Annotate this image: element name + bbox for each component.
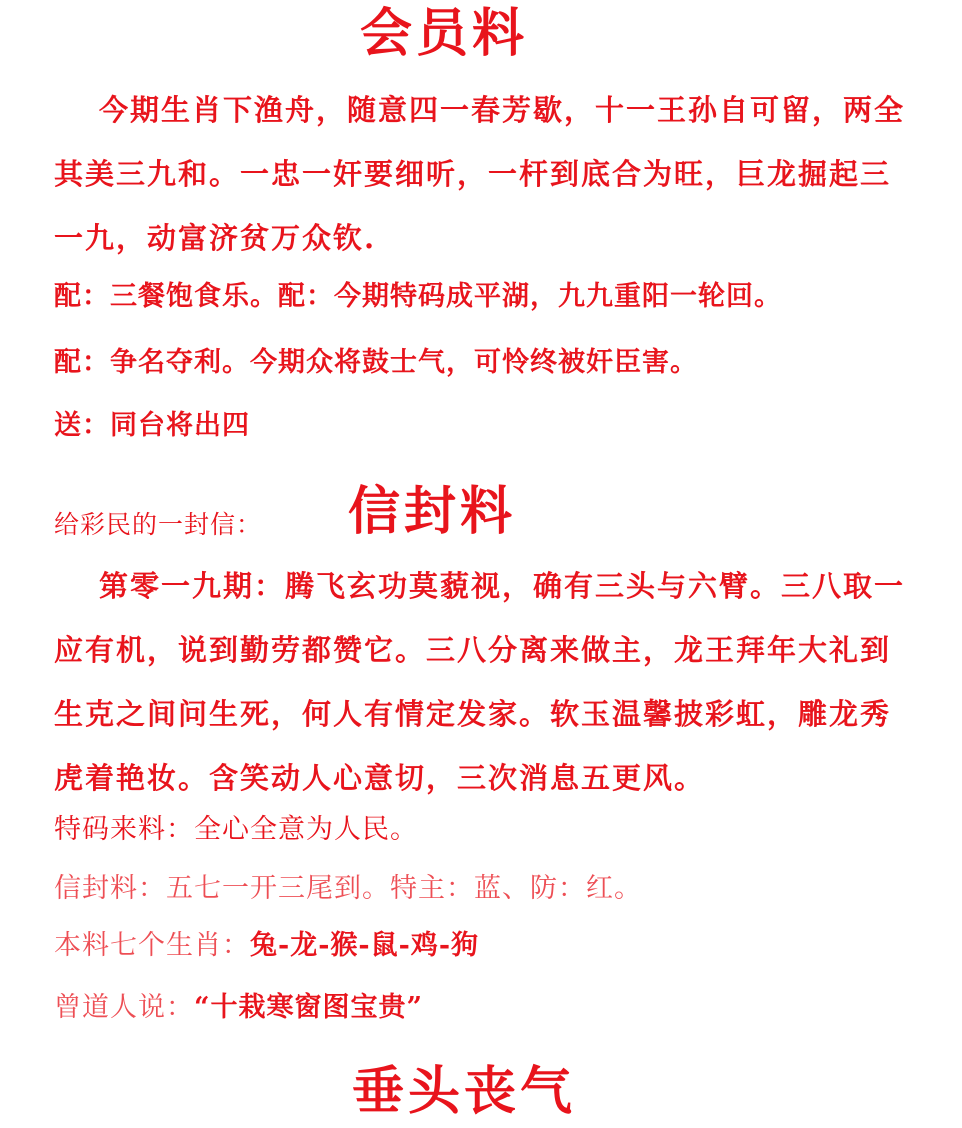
line-song: 送：同台将出四: [54, 410, 250, 441]
title-huiyuanliao: 会员料: [360, 3, 529, 64]
line-xinfengliao: 信封料：五七一开三尾到。特主：蓝、防：红。: [54, 873, 642, 904]
line-temalai: 特码来料：全心全意为人民。: [54, 814, 418, 845]
intro-letter: 给彩民的一封信：: [54, 510, 263, 539]
title-chuitousangqi: 垂头丧气: [352, 1061, 577, 1122]
paragraph-xinfengliao: 第零一九期：腾飞玄功莫藐视，确有三头与六臂。三八取一应有机，说到勤劳都赞它。三八分离来做主，龙王拜年大礼到生克之间问生死，何人有情定发家。软玉温馨披彩虹，雕龙秀虎着艳妆。含笑动人心意切，三次消息五更风。: [54, 569, 906, 795]
line-pei-1: 配：三餐饱食乐。配：今期特码成平湖，九九重阳一轮回。: [54, 281, 782, 312]
title-xinfengliao: 信封料: [348, 481, 517, 542]
saying-label: 曾道人说：: [54, 992, 194, 1023]
paragraph-huiyuanliao: 今期生肖下渔舟，随意四一春芳歇，十一王孙自可留，两全其美三九和。一忠一奸要细听，一杆到底合为旺，巨龙掘起三一九，动富济贫万众钦.: [54, 93, 906, 255]
shengxiao-label: 本料七个生肖：: [54, 930, 250, 961]
line-shengxiao: [54, 932, 479, 959]
shengxiao-value: 兔-龙-猴-鼠-鸡-狗: [250, 930, 480, 961]
line-pei-2: 配：争名夺利。今期众将鼓士气，可怜终被奸臣害。: [54, 347, 698, 378]
line-saying: [54, 994, 423, 1021]
saying-value: “十栽寒窗图宝贵”: [194, 992, 424, 1023]
